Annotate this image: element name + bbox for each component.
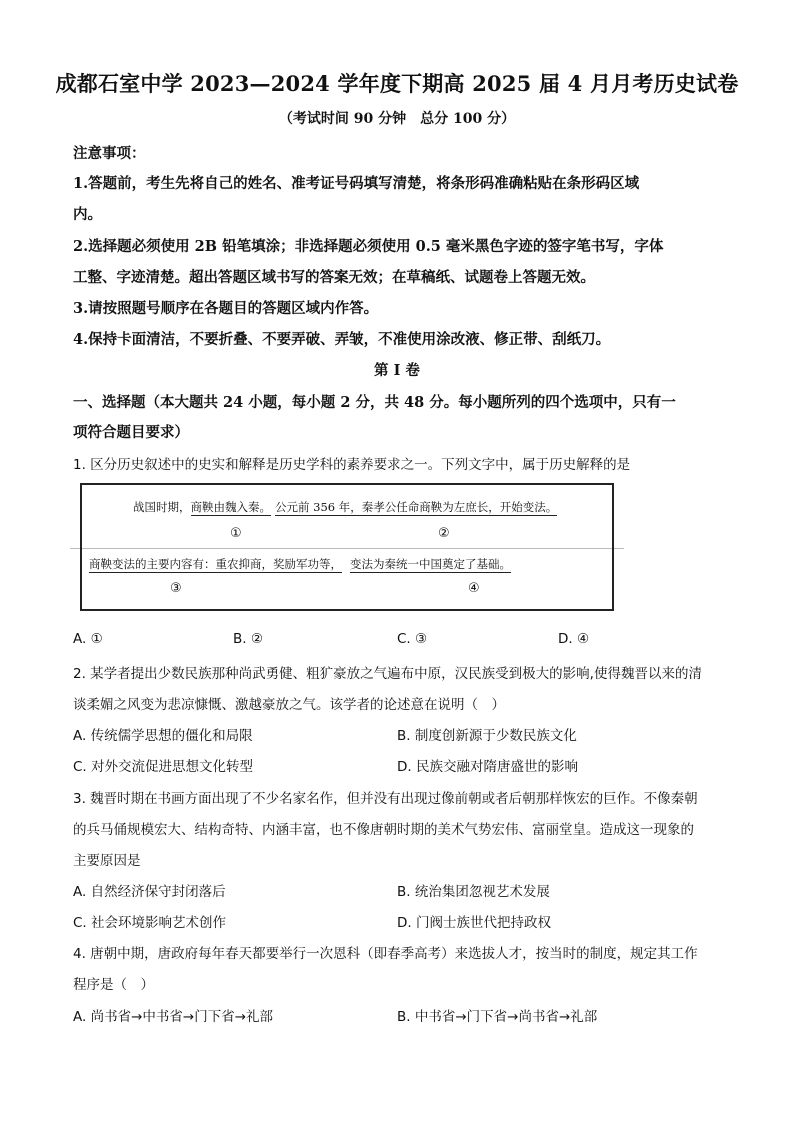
- q1-source-box: [80, 483, 614, 611]
- q3-option-c[interactable]: C. 社会环境影响艺术创作: [73, 915, 227, 931]
- q1-box-segment-4: 变法为秦统一中国奠定了基础。: [350, 557, 511, 571]
- notice-line-2: 2.选择题必须使用 2B 铅笔填涂；非选择题必须使用 0.5 毫米黑色字迹的签字笔书写，字体: [73, 238, 664, 255]
- q2-option-c[interactable]: C. 对外交流促进思想文化转型: [73, 759, 254, 775]
- exam-subtitle: （考试时间 90 分钟 总分 100 分）: [278, 111, 516, 127]
- notice-line-4: 4.保持卡面清洁，不要折叠、不要弄破、弄皱，不准使用涂改液、修正带、刮纸刀。: [73, 331, 611, 348]
- q2-option-a[interactable]: A. 传统儒学思想的僵化和局限: [73, 728, 253, 744]
- q1-box-row1-prefix: 战国时期，: [133, 500, 191, 514]
- notice-heading: 注意事项：: [73, 145, 146, 162]
- q3-option-b[interactable]: B. 统治集团忽视艺术发展: [397, 884, 550, 900]
- q1-box-segment-1: 商鞅由魏入秦。: [190, 500, 271, 514]
- q1-mark-2: ②: [438, 526, 450, 541]
- q2-stem-line2: 谈柔媚之风变为悲凉慷慨、激越豪放之气。该学者的论述意在说明（ ）: [73, 697, 505, 713]
- q1-mark-3: ③: [170, 581, 182, 596]
- q2-option-d[interactable]: D. 民族交融对隋唐盛世的影响: [397, 759, 578, 775]
- q1-stem: 1. 区分历史叙述中的史实和解释是历史学科的素养要求之一。下列文字中，属于历史解释的是: [73, 457, 631, 473]
- q4-option-b[interactable]: B. 中书省→门下省→尚书省→礼部: [397, 1009, 598, 1025]
- part1-instructions-line2: 项符合题目要求）: [73, 424, 189, 441]
- part1-instructions-line1: 一、选择题（本大题共 24 小题，每小题 2 分，共 48 分。每小题所列的四个选项中，只有一: [73, 394, 676, 411]
- section-title: 第 I 卷: [374, 362, 420, 379]
- q1-box-segment-2: 公元前 356 年，秦孝公任命商鞅为左庶长，开始变法。: [275, 500, 558, 514]
- q4-stem-line1: 4. 唐朝中期，唐政府每年春天都要举行一次恩科（即春季高考）来选拔人才，按当时的制度，规定其工作: [73, 946, 698, 962]
- q4-option-a[interactable]: A. 尚书省→中书省→门下省→礼部: [73, 1009, 274, 1025]
- q1-box-row1: [133, 499, 557, 515]
- q1-mark-4: ④: [468, 581, 480, 596]
- notice-line-2-cont: 工整、字迹清楚。超出答题区域书写的答案无效；在草稿纸、试题卷上答题无效。: [73, 269, 595, 286]
- q1-box-segment-3: 商鞅变法的主要内容有：重农抑商，奖励军功等，: [89, 557, 342, 571]
- q2-stem-line1: 2. 某学者提出少数民族那种尚武勇健、粗犷豪放之气遍布中原，汉民族受到极大的影响,使得魏晋以来的清: [73, 666, 702, 682]
- q1-box-row2: [89, 556, 511, 572]
- q1-option-c[interactable]: C. ③: [397, 631, 428, 647]
- q1-option-a[interactable]: A. ①: [73, 631, 103, 647]
- q3-option-d[interactable]: D. 门阀士族世代把持政权: [397, 915, 551, 931]
- notice-line-3: 3.请按照题号顺序在各题目的答题区域内作答。: [73, 300, 379, 317]
- q3-stem-line1: 3. 魏晋时期在书画方面出现了不少名家名作，但并没有出现过像前朝或者后朝那样恢宏的巨作。不像秦朝: [73, 791, 698, 807]
- exam-title: 成都石室中学 2023—2024 学年度下期高 2025 届 4 月月考历史试卷: [55, 71, 739, 96]
- q3-stem-line2: 的兵马俑规模宏大、结构奇特、内涵丰富，也不像唐朝时期的美术气势宏伟、富丽堂皇。造成这一现象的: [73, 822, 694, 838]
- q1-option-b[interactable]: B. ②: [233, 631, 263, 647]
- q2-option-b[interactable]: B. 制度创新源于少数民族文化: [397, 728, 577, 744]
- q1-option-d[interactable]: D. ④: [558, 631, 590, 647]
- q3-option-a[interactable]: A. 自然经济保守封闭落后: [73, 884, 226, 900]
- q4-stem-line2: 程序是（ ）: [73, 977, 154, 993]
- notice-line-1: 1.答题前，考生先将自己的姓名、准考证号码填写清楚，将条形码准确粘贴在条形码区域: [73, 175, 640, 192]
- notice-line-1-cont: 内。: [73, 206, 102, 223]
- q3-stem-line3: 主要原因是: [73, 853, 141, 869]
- q1-mark-1: ①: [230, 526, 242, 541]
